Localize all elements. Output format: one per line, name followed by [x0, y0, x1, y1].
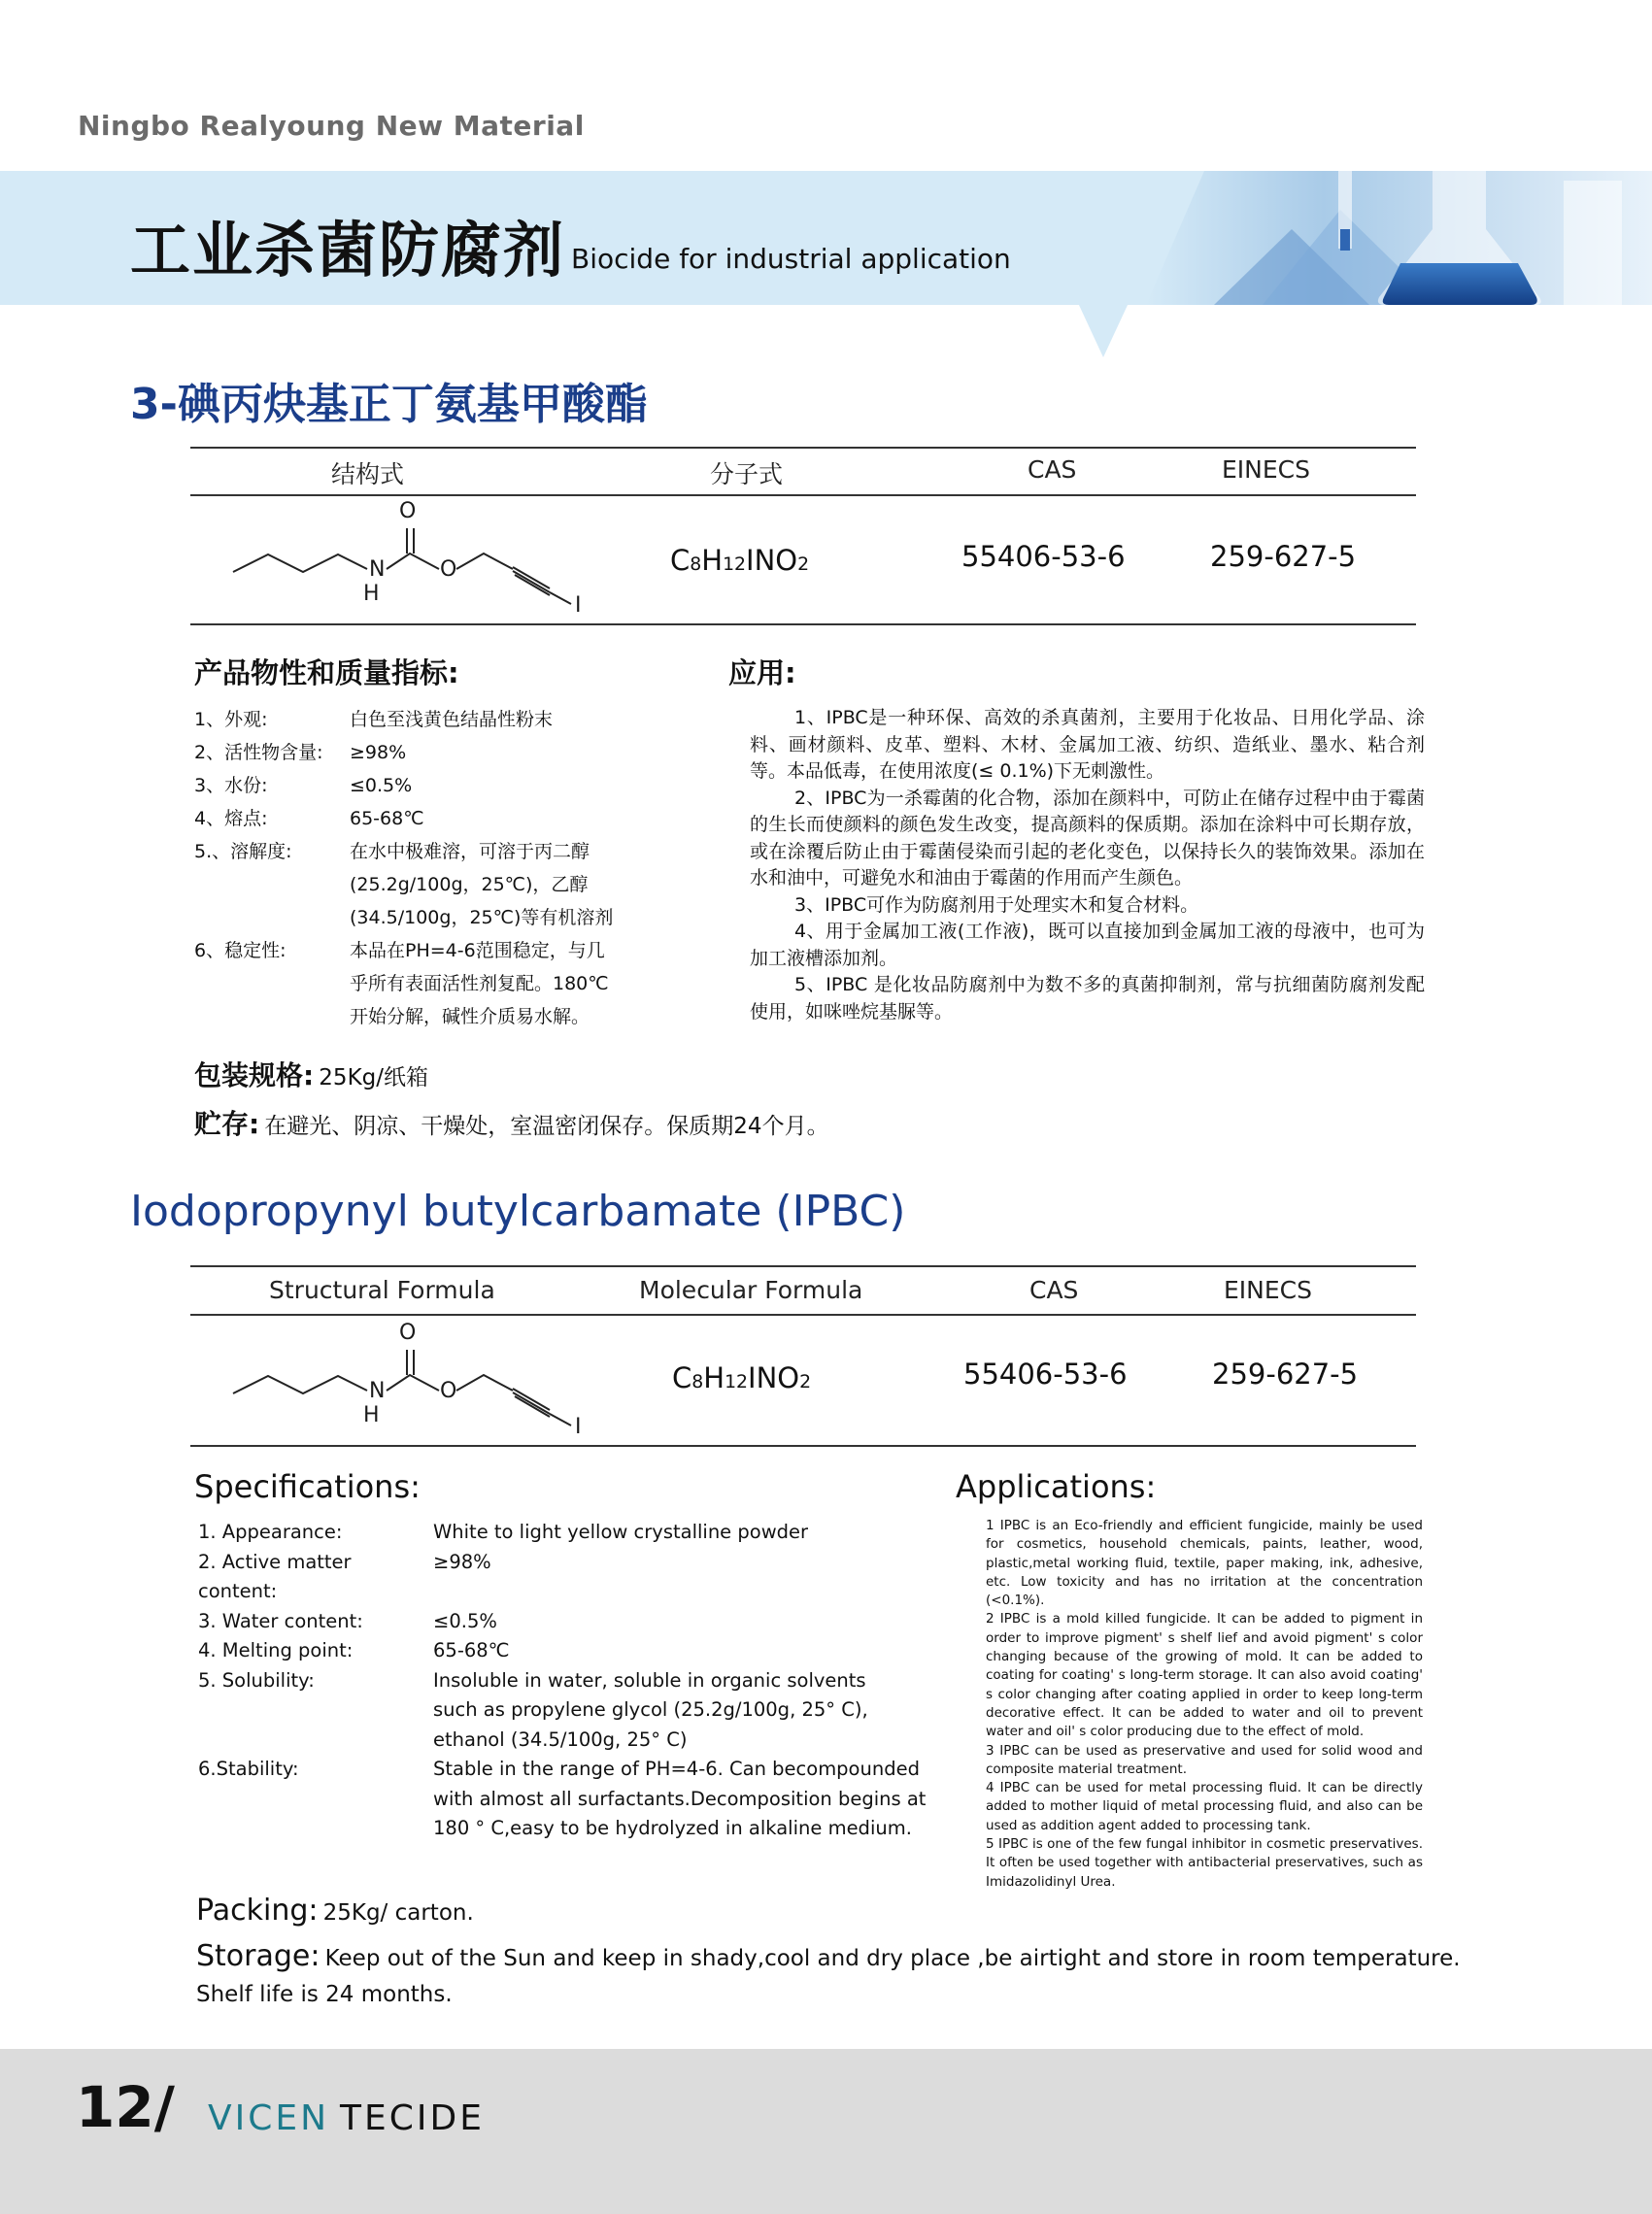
structural-formula-en — [229, 1323, 598, 1439]
col-structure-cn: 结构式 — [331, 460, 405, 488]
storage-en: Storage: Keep out of the Sun and keep in shady,cool and dry place ,be airtight and store in room temperature. — [196, 1939, 1461, 1973]
spec-row: 4. Melting point: 65-68℃ — [198, 1639, 510, 1661]
table-rule-bottom-cn — [190, 623, 1416, 625]
table-rule-bottom-en — [190, 1445, 1416, 1447]
spec-list-cn — [194, 703, 613, 1033]
app-list-cn — [750, 705, 1425, 1025]
col-einecs-en: EINECS — [1224, 1276, 1312, 1304]
list-item: 3、IPBC可作为防腐剂用于处理实木和复合材料。 — [794, 893, 1199, 916]
atom-label: I — [575, 593, 582, 618]
spec-row: 4、熔点: 65-68℃ — [194, 808, 424, 829]
shelf-life-en: Shelf life is 24 months. — [196, 1982, 453, 2007]
atom-label: H — [363, 582, 380, 606]
spec-row: 2. Active matter content: ≥98% — [198, 1550, 491, 1602]
table-rule-top-en — [190, 1265, 1416, 1267]
list-item: 3 IPBC can be used as preservative and used for solid wood and composite material treatment. — [986, 1742, 1423, 1777]
atom-label: N — [369, 557, 386, 582]
list-item: 4 IPBC can be used for metal processing fluid. It can be directly added to mother liquid of metal processing fluid, and also can be used as addition agent added to processing tank. — [986, 1780, 1423, 1833]
cas-value-en: 55406-53-6 — [963, 1358, 1128, 1391]
atom-label: I — [575, 1415, 582, 1439]
table-rule-mid-en — [190, 1314, 1416, 1316]
cas-value-cn: 55406-53-6 — [961, 540, 1126, 573]
product-heading-en: Iodopropynyl butylcarbamate (IPBC) — [130, 1187, 906, 1236]
spec-heading-en: Specifications: — [194, 1468, 421, 1505]
page-title-cn: 工业杀菌防腐剂 — [130, 215, 566, 285]
spec-row: 5.、溶解度: 在水中极难溶，可溶于丙二醇 (25.2g/100g，25℃)，乙醇 (34.5/100g，25℃)等有机溶剂 — [194, 841, 614, 928]
col-formula-cn: 分子式 — [710, 460, 784, 488]
atom-label: N — [369, 1379, 386, 1403]
spec-row: 5. Solubility: Insoluble in water, soluble in organic solvents such as propylene glycol (25.2g/100g, 25° C), ethanol (34.5/100g, 25° C) — [198, 1668, 868, 1751]
packing-cn: 包装规格: 25Kg/纸箱 — [194, 1059, 428, 1091]
spec-row: 2、活性物含量: ≥98% — [194, 742, 407, 763]
spec-row: 1、外观: 白色至浅黄色结晶性粉末 — [194, 709, 554, 730]
col-einecs-cn: EINECS — [1222, 455, 1310, 484]
list-item: 2、IPBC为一杀霉菌的化合物，添加在颜料中，可防止在储存过程中由于霉菌的生长而使颜料的颜色发生改变，提高颜料的保质期。添加在涂料中可长期存放，或在涂覆后防止由于霉菌侵染而引起的老化变色，以保持长久的装饰效果。添加在水和油中，可避免水和油由于霉菌的作用而产生颜色。 — [750, 787, 1425, 889]
app-heading-cn: 应用: — [728, 656, 796, 689]
einecs-value-cn: 259-627-5 — [1210, 540, 1357, 573]
page-title-en: Biocide for industrial application — [571, 243, 1011, 275]
list-item: 5、IPBC 是化妆品防腐剂中为数不多的真菌抑制剂，常与抗细菌防腐剂发配使用，如咪唑烷基脲等。 — [750, 974, 1425, 1023]
col-cas-en: CAS — [1029, 1276, 1079, 1304]
spec-row: 3、水份: ≤0.5% — [194, 775, 413, 796]
list-item: 1 IPBC is an Eco-friendly and efficient fungicide, mainly be used for cosmetics, household chemicals, paints, leather, wood, plastic,metal working fluid, textile, paper making, ink, adhesive, etc. Low toxicity and has no irritation at the concentration (<0.1%). — [986, 1518, 1423, 1609]
packing-en: Packing: 25Kg/ carton. — [196, 1894, 474, 1928]
atom-label: O — [399, 1321, 417, 1345]
app-list-en — [986, 1517, 1423, 1892]
list-item: 2 IPBC is a mold killed fungicide. It can be added to pigment in order to improve pigment' s shelf lief and avoid pigment' s color changing because of the growing of mold. It can be added to coating for coating' s long-term storage. It can also avoid coating' s color changing after coating applied in order to keep long-term decorative effect. It can be added to water and oil to prevent water and oil' s color producing due to the effect of mold. — [986, 1611, 1423, 1740]
molecular-formula-en: C8H12INO2 — [672, 1361, 812, 1394]
spec-row: 3. Water content: ≤0.5% — [198, 1609, 497, 1632]
list-item: 5 IPBC is one of the few fungal inhibitor in cosmetic preservatives. It often be used together with antibacterial preservatives, such as Imidazolidinyl Urea. — [986, 1836, 1423, 1890]
spec-row: 6.Stability: Stable in the range of PH=4-6. Can becompounded with almost all surfactants.Decomposition begins at 180 ° C,easy to be hydrolyzed in alkaline medium. — [198, 1758, 927, 1839]
storage-cn: 贮存: 在避光、阴凉、干燥处，室温密闭保存。保质期24个月。 — [194, 1108, 829, 1140]
molecular-formula-cn: C8H12INO2 — [670, 544, 810, 577]
einecs-value-en: 259-627-5 — [1212, 1358, 1359, 1391]
app-heading-en: Applications: — [956, 1468, 1157, 1505]
spec-heading-cn: 产品物性和质量指标: — [194, 656, 459, 689]
band-pointer — [1078, 303, 1129, 357]
list-item: 1、IPBC是一种环保、高效的杀真菌剂，主要用于化妆品、日用化学品、涂料、画材颜料、皮革、塑料、木材、金属加工液、纺织、造纸业、墨水、粘合剂等。本品低毒，在使用浓度(≤ 0.1%)下无刺激性。 — [750, 707, 1425, 782]
list-item: 4、用于金属加工液(工作液)，既可以直接加到金属加工液的母液中，也可为加工液槽添加剂。 — [750, 921, 1425, 969]
lab-flask-illustration — [1146, 171, 1652, 305]
spec-row: 6、稳定性: 本品在PH=4-6范围稳定，与几 乎所有表面活性剂复配。180℃ 开始分解，碱性介质易水解。 — [194, 940, 609, 1027]
brand-name-accent: VICEN — [208, 2098, 330, 2138]
col-structure-en: Structural Formula — [269, 1276, 495, 1304]
structural-formula-cn — [229, 501, 598, 618]
table-rule-mid-cn — [190, 494, 1416, 496]
atom-label: H — [363, 1403, 380, 1427]
col-formula-en: Molecular Formula — [639, 1276, 863, 1304]
product-heading-cn: 3-碘丙炔基正丁氨基甲酸酯 — [130, 380, 648, 429]
atom-label: O — [440, 1379, 457, 1403]
atom-label: O — [440, 557, 457, 582]
col-cas-cn: CAS — [1028, 455, 1077, 484]
spec-list-en — [198, 1518, 926, 1844]
table-rule-top-cn — [190, 447, 1416, 449]
brand-name: TECIDE — [340, 2098, 485, 2138]
page-number: 12/ — [76, 2074, 175, 2140]
atom-label: O — [399, 499, 417, 523]
company-name: Ningbo Realyoung New Material — [78, 110, 585, 142]
spec-row: 1. Appearance: White to light yellow crystalline powder — [198, 1521, 809, 1543]
